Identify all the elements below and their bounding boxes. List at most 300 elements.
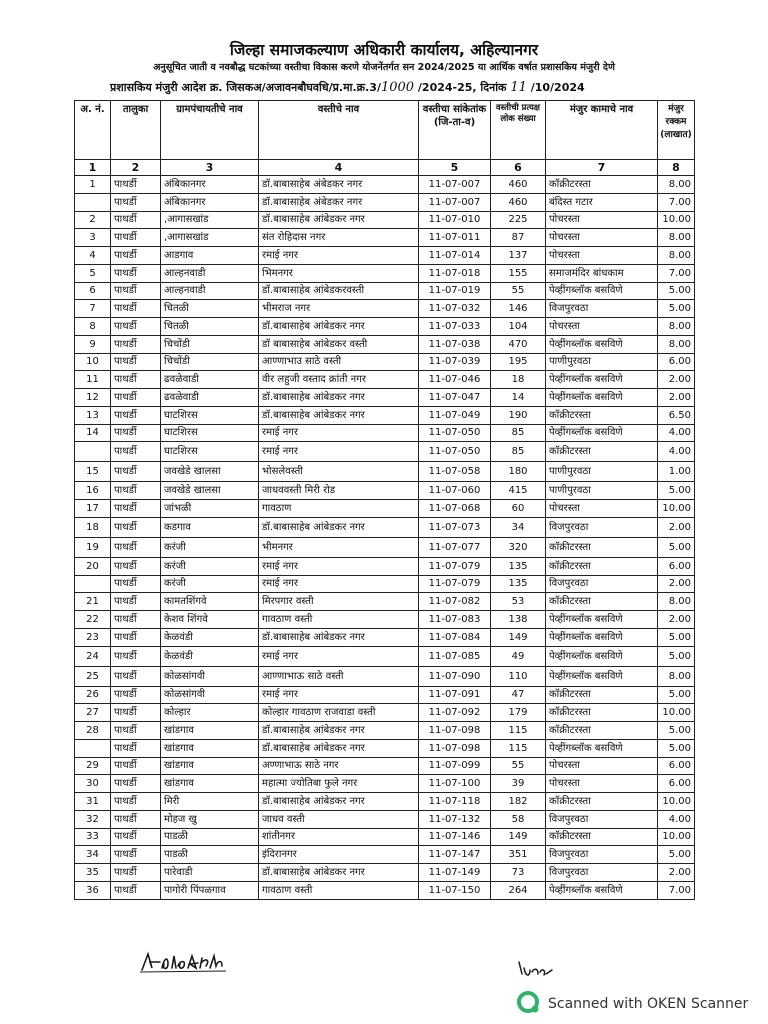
cell-amount: 10.00 bbox=[658, 211, 695, 229]
cell-population: 320 bbox=[491, 537, 546, 557]
cell-vasti-name: आण्णाभाउ साठे वस्ती bbox=[259, 353, 419, 371]
cell-vasti-code: 11-07-090 bbox=[419, 666, 491, 686]
cell-taluka: पाथर्डी bbox=[111, 686, 161, 704]
cell-vasti-name: गावठाण bbox=[259, 500, 419, 518]
cell-population: 115 bbox=[491, 739, 546, 757]
cell-vasti-name: डॉ.बाबासाहेब आंबेडकर नगर bbox=[259, 211, 419, 229]
cell-work-name: पाणीपुरवठा bbox=[546, 353, 658, 371]
table-row bbox=[75, 666, 695, 686]
cell-amount: 8.00 bbox=[658, 318, 695, 336]
order-suffix: /10/2024 bbox=[526, 81, 585, 94]
cell-gram-panchayat: पारेवाडी bbox=[161, 864, 259, 882]
cell-work-name: विजपुरवठा bbox=[546, 864, 658, 882]
cell-vasti-name: भिमनगर bbox=[259, 264, 419, 282]
cell-vasti-code: 11-07-010 bbox=[419, 211, 491, 229]
cell-amount: 5.00 bbox=[658, 722, 695, 740]
cell-population: 115 bbox=[491, 722, 546, 740]
cell-gram-panchayat: अंबिकानगर bbox=[161, 193, 259, 211]
cell-work-name: पेव्हींगब्लॉक बसविणे bbox=[546, 424, 658, 442]
sanction-table bbox=[74, 100, 695, 900]
cell-amount: 5.00 bbox=[658, 482, 695, 500]
cell-work-name: बंदिस्त गटार bbox=[546, 193, 658, 211]
col-header-work: मंजुर कामाचे नाव bbox=[546, 101, 658, 160]
cell-taluka: पाथर्डी bbox=[111, 193, 161, 211]
cell-vasti-code: 11-07-068 bbox=[419, 500, 491, 518]
cell-gram-panchayat: करंजी bbox=[161, 537, 259, 557]
cell-population: 18 bbox=[491, 371, 546, 389]
cell-vasti-code: 11-07-132 bbox=[419, 810, 491, 828]
cell-vasti-code: 11-07-146 bbox=[419, 828, 491, 846]
cell-vasti-name: जाधव वस्ती bbox=[259, 810, 419, 828]
cell-vasti-name: गावठाण वस्ती bbox=[259, 881, 419, 899]
table-row bbox=[75, 828, 695, 846]
cell-vasti-code: 11-07-085 bbox=[419, 646, 491, 666]
cell-vasti-name: डॉ.बाबासाहेब आंबेडकर नगर bbox=[259, 318, 419, 336]
table-row bbox=[75, 300, 695, 318]
cell-vasti-name: इंदिरानगर bbox=[259, 846, 419, 864]
cell-population: 182 bbox=[491, 793, 546, 811]
cell-serial-number: 32 bbox=[75, 810, 111, 828]
cell-vasti-code: 11-07-049 bbox=[419, 406, 491, 424]
col-header-amount: मंजुर रक्कम (लाखात) bbox=[658, 101, 695, 160]
cell-work-name: समाजमंदिर बांधकाम bbox=[546, 264, 658, 282]
cell-population: 39 bbox=[491, 775, 546, 793]
cell-serial-number bbox=[75, 739, 111, 757]
cell-vasti-name: डॉ.बाबासाहेब आंबेडकर नगर bbox=[259, 793, 419, 811]
cell-taluka: पाथर्डी bbox=[111, 517, 161, 537]
table-row bbox=[75, 628, 695, 646]
cell-taluka: पाथर्डी bbox=[111, 500, 161, 518]
cell-amount: 2.00 bbox=[658, 517, 695, 537]
cell-taluka: पाथर्डी bbox=[111, 864, 161, 882]
table-row bbox=[75, 646, 695, 666]
cell-vasti-code: 11-07-039 bbox=[419, 353, 491, 371]
cell-population: 55 bbox=[491, 282, 546, 300]
cell-serial-number: 36 bbox=[75, 881, 111, 899]
cell-gram-panchayat: केळवंडी bbox=[161, 646, 259, 666]
cell-vasti-name: डॉ.बाबासाहेब आंबेडकर नगर bbox=[259, 722, 419, 740]
order-line bbox=[110, 80, 585, 95]
table-row bbox=[75, 757, 695, 775]
cell-serial-number: 2 bbox=[75, 211, 111, 229]
left-signature-icon bbox=[138, 950, 230, 980]
cell-gram-panchayat: पागोरी पिंपळगाव bbox=[161, 881, 259, 899]
cell-work-name: कॉक्रीटरस्ता bbox=[546, 828, 658, 846]
cell-vasti-code: 11-07-050 bbox=[419, 424, 491, 442]
col-number: 6 bbox=[491, 160, 546, 176]
cell-taluka: पाथर्डी bbox=[111, 282, 161, 300]
cell-work-name: कॉक्रीटरस्ता bbox=[546, 686, 658, 704]
cell-gram-panchayat: खांडगाव bbox=[161, 757, 259, 775]
cell-vasti-name: डॉ.बाबासाहेब आंबेडकर नगर bbox=[259, 517, 419, 537]
cell-population: 110 bbox=[491, 666, 546, 686]
cell-population: 104 bbox=[491, 318, 546, 336]
cell-population: 49 bbox=[491, 646, 546, 666]
cell-work-name: विजपुरवठा bbox=[546, 810, 658, 828]
cell-gram-panchayat: मिरी bbox=[161, 793, 259, 811]
cell-vasti-name: भोसलेवस्ती bbox=[259, 462, 419, 482]
cell-serial-number: 13 bbox=[75, 406, 111, 424]
cell-taluka: पाथर्डी bbox=[111, 300, 161, 318]
col-header-sn: अ. नं. bbox=[75, 101, 111, 160]
col-header-vasti: वस्तीचे नाव bbox=[259, 101, 419, 160]
cell-amount: 10.00 bbox=[658, 500, 695, 518]
cell-work-name: पेव्हींगब्लॉक बसविणे bbox=[546, 739, 658, 757]
cell-taluka: पाथर्डी bbox=[111, 229, 161, 247]
cell-vasti-code: 11-07-150 bbox=[419, 881, 491, 899]
cell-gram-panchayat: जांभळी bbox=[161, 500, 259, 518]
cell-serial-number: 1 bbox=[75, 176, 111, 194]
cell-serial-number: 11 bbox=[75, 371, 111, 389]
table-row bbox=[75, 500, 695, 518]
cell-vasti-code: 11-07-050 bbox=[419, 442, 491, 462]
cell-serial-number: 9 bbox=[75, 335, 111, 353]
cell-serial-number: 4 bbox=[75, 247, 111, 265]
cell-work-name: विजपुरवठा bbox=[546, 575, 658, 593]
cell-taluka: पाथर्डी bbox=[111, 406, 161, 424]
cell-taluka: पाथर्डी bbox=[111, 666, 161, 686]
column-number-row bbox=[75, 160, 695, 176]
cell-population: 415 bbox=[491, 482, 546, 500]
cell-vasti-code: 11-07-098 bbox=[419, 722, 491, 740]
cell-work-name: पेव्हींगब्लॉक बसविणे bbox=[546, 282, 658, 300]
right-signature-icon bbox=[516, 958, 554, 984]
cell-amount: 5.00 bbox=[658, 628, 695, 646]
cell-population: 264 bbox=[491, 881, 546, 899]
cell-amount: 8.00 bbox=[658, 176, 695, 194]
cell-vasti-name: रमाई नगर bbox=[259, 424, 419, 442]
cell-serial-number: 16 bbox=[75, 482, 111, 500]
cell-population: 195 bbox=[491, 353, 546, 371]
col-number: 5 bbox=[419, 160, 491, 176]
cell-serial-number: 34 bbox=[75, 846, 111, 864]
cell-taluka: पाथर्डी bbox=[111, 704, 161, 722]
col-header-gp: ग्रामपंचायतीचे नाव bbox=[161, 101, 259, 160]
cell-amount: 10.00 bbox=[658, 828, 695, 846]
cell-vasti-name: रमाई नगर bbox=[259, 557, 419, 575]
cell-amount: 7.00 bbox=[658, 264, 695, 282]
cell-work-name: पेव्हींगब्लॉक बसविणे bbox=[546, 646, 658, 666]
table-row bbox=[75, 424, 695, 442]
cell-gram-panchayat: ,आगासखांड bbox=[161, 229, 259, 247]
table-row bbox=[75, 282, 695, 300]
cell-vasti-name: डॉ.बाबासाहेब अंबेडकर नगर bbox=[259, 193, 419, 211]
cell-taluka: पाथर्डी bbox=[111, 424, 161, 442]
cell-serial-number: 23 bbox=[75, 628, 111, 646]
cell-vasti-name: मिरपगार वस्ती bbox=[259, 593, 419, 611]
cell-vasti-code: 11-07-118 bbox=[419, 793, 491, 811]
cell-serial-number: 27 bbox=[75, 704, 111, 722]
cell-amount: 4.00 bbox=[658, 810, 695, 828]
cell-work-name: पेव्हींगब्लॉक बसविणे bbox=[546, 881, 658, 899]
table-row bbox=[75, 611, 695, 629]
cell-gram-panchayat: पाडळी bbox=[161, 828, 259, 846]
cell-serial-number: 31 bbox=[75, 793, 111, 811]
cell-vasti-name: शांतीनगर bbox=[259, 828, 419, 846]
cell-vasti-name: रमाई नगर bbox=[259, 575, 419, 593]
cell-vasti-code: 11-07-038 bbox=[419, 335, 491, 353]
table-row bbox=[75, 264, 695, 282]
cell-amount: 2.00 bbox=[658, 575, 695, 593]
cell-amount: 6.50 bbox=[658, 406, 695, 424]
cell-vasti-code: 11-07-047 bbox=[419, 389, 491, 407]
cell-serial-number: 28 bbox=[75, 722, 111, 740]
cell-vasti-code: 11-07-083 bbox=[419, 611, 491, 629]
cell-work-name: पेव्हींगब्लॉक बसविणे bbox=[546, 371, 658, 389]
cell-amount: 2.00 bbox=[658, 864, 695, 882]
cell-population: 73 bbox=[491, 864, 546, 882]
cell-vasti-code: 11-07-032 bbox=[419, 300, 491, 318]
cell-vasti-code: 11-07-014 bbox=[419, 247, 491, 265]
cell-vasti-name: रमाई नगर bbox=[259, 646, 419, 666]
cell-work-name: पोचरस्ता bbox=[546, 247, 658, 265]
table-row bbox=[75, 193, 695, 211]
table-row bbox=[75, 881, 695, 899]
col-header-pop: वस्तीची प्रत्यक्ष लोक संख्या bbox=[491, 101, 546, 160]
cell-amount: 10.00 bbox=[658, 704, 695, 722]
cell-taluka: पाथर्डी bbox=[111, 211, 161, 229]
cell-population: 135 bbox=[491, 557, 546, 575]
cell-taluka: पाथर्डी bbox=[111, 810, 161, 828]
cell-vasti-code: 11-07-007 bbox=[419, 193, 491, 211]
cell-population: 85 bbox=[491, 442, 546, 462]
cell-work-name: पाणीपुरवठा bbox=[546, 462, 658, 482]
table-row bbox=[75, 442, 695, 462]
cell-gram-panchayat: जवखेडे खालसा bbox=[161, 462, 259, 482]
cell-taluka: पाथर्डी bbox=[111, 828, 161, 846]
cell-serial-number bbox=[75, 575, 111, 593]
cell-amount: 2.00 bbox=[658, 611, 695, 629]
cell-taluka: पाथर्डी bbox=[111, 757, 161, 775]
cell-gram-panchayat: पाडळी bbox=[161, 846, 259, 864]
cell-gram-panchayat: केशव शिंगवे bbox=[161, 611, 259, 629]
table-row bbox=[75, 557, 695, 575]
cell-population: 85 bbox=[491, 424, 546, 442]
cell-gram-panchayat: अंबिकानगर bbox=[161, 176, 259, 194]
cell-population: 53 bbox=[491, 593, 546, 611]
cell-taluka: पाथर्डी bbox=[111, 881, 161, 899]
cell-vasti-code: 11-07-018 bbox=[419, 264, 491, 282]
cell-population: 460 bbox=[491, 176, 546, 194]
cell-gram-panchayat: आल्हनवाडी bbox=[161, 264, 259, 282]
cell-gram-panchayat: केळवंडी bbox=[161, 628, 259, 646]
cell-vasti-code: 11-07-098 bbox=[419, 739, 491, 757]
cell-gram-panchayat: करंजी bbox=[161, 575, 259, 593]
cell-vasti-code: 11-07-147 bbox=[419, 846, 491, 864]
table-body bbox=[75, 176, 695, 900]
cell-taluka: पाथर्डी bbox=[111, 442, 161, 462]
cell-amount: 5.00 bbox=[658, 739, 695, 757]
cell-amount: 4.00 bbox=[658, 442, 695, 462]
cell-gram-panchayat: कोळसांगवी bbox=[161, 686, 259, 704]
table-header-row bbox=[75, 101, 695, 160]
cell-taluka: पाथर्डी bbox=[111, 628, 161, 646]
cell-taluka: पाथर्डी bbox=[111, 793, 161, 811]
cell-serial-number: 5 bbox=[75, 264, 111, 282]
cell-vasti-code: 11-07-079 bbox=[419, 557, 491, 575]
table-row bbox=[75, 335, 695, 353]
cell-vasti-code: 11-07-149 bbox=[419, 864, 491, 882]
cell-taluka: पाथर्डी bbox=[111, 557, 161, 575]
cell-population: 87 bbox=[491, 229, 546, 247]
cell-amount: 8.00 bbox=[658, 666, 695, 686]
cell-serial-number: 10 bbox=[75, 353, 111, 371]
cell-work-name: विजपुरवठा bbox=[546, 300, 658, 318]
cell-population: 60 bbox=[491, 500, 546, 518]
table-row bbox=[75, 537, 695, 557]
cell-serial-number: 29 bbox=[75, 757, 111, 775]
cell-amount: 2.00 bbox=[658, 389, 695, 407]
cell-gram-panchayat: कोळसांगवी bbox=[161, 666, 259, 686]
cell-vasti-code: 11-07-058 bbox=[419, 462, 491, 482]
cell-work-name: कॉक्रीटरस्ता bbox=[546, 176, 658, 194]
cell-serial-number: 12 bbox=[75, 389, 111, 407]
cell-work-name: पोचरस्ता bbox=[546, 211, 658, 229]
cell-amount: 5.00 bbox=[658, 537, 695, 557]
cell-population: 180 bbox=[491, 462, 546, 482]
cell-amount: 5.00 bbox=[658, 846, 695, 864]
cell-gram-panchayat: खांडगाव bbox=[161, 739, 259, 757]
cell-population: 155 bbox=[491, 264, 546, 282]
table-row bbox=[75, 406, 695, 424]
cell-vasti-code: 11-07-079 bbox=[419, 575, 491, 593]
table-row bbox=[75, 229, 695, 247]
cell-amount: 8.00 bbox=[658, 247, 695, 265]
table-row bbox=[75, 462, 695, 482]
cell-vasti-name: भीमराज नगर bbox=[259, 300, 419, 318]
table-row bbox=[75, 739, 695, 757]
cell-amount: 5.00 bbox=[658, 646, 695, 666]
cell-taluka: पाथर्डी bbox=[111, 537, 161, 557]
order-number: 1000 bbox=[380, 80, 415, 95]
cell-population: 138 bbox=[491, 611, 546, 629]
cell-taluka: पाथर्डी bbox=[111, 389, 161, 407]
cell-population: 460 bbox=[491, 193, 546, 211]
cell-taluka: पाथर्डी bbox=[111, 371, 161, 389]
cell-population: 149 bbox=[491, 828, 546, 846]
cell-gram-panchayat: आल्हनवाडी bbox=[161, 282, 259, 300]
cell-serial-number: 18 bbox=[75, 517, 111, 537]
cell-serial-number: 17 bbox=[75, 500, 111, 518]
cell-vasti-name: गावठाण वस्ती bbox=[259, 611, 419, 629]
cell-taluka: पाथर्डी bbox=[111, 482, 161, 500]
cell-serial-number: 25 bbox=[75, 666, 111, 686]
col-header-taluka: तालुका bbox=[111, 101, 161, 160]
cell-gram-panchayat: जवखेडे खालसा bbox=[161, 482, 259, 500]
cell-vasti-name: डॉ.बाबासाहेब आंबेडकर नगर bbox=[259, 628, 419, 646]
cell-vasti-name: वीर लहुजी वस्ताद क्रांती नगर bbox=[259, 371, 419, 389]
scanner-text: Scanned with OKEN Scanner bbox=[548, 996, 749, 1012]
col-number: 7 bbox=[546, 160, 658, 176]
cell-vasti-code: 11-07-019 bbox=[419, 282, 491, 300]
cell-taluka: पाथर्डी bbox=[111, 646, 161, 666]
cell-work-name: कॉक्रीटरस्ता bbox=[546, 793, 658, 811]
cell-serial-number: 30 bbox=[75, 775, 111, 793]
cell-vasti-name: डॉ.बाबासाहेब आंबेडकरवस्ती bbox=[259, 282, 419, 300]
cell-serial-number: 24 bbox=[75, 646, 111, 666]
cell-population: 351 bbox=[491, 846, 546, 864]
table-row bbox=[75, 575, 695, 593]
cell-population: 34 bbox=[491, 517, 546, 537]
cell-work-name: पेव्हींगब्लॉक बसविणे bbox=[546, 335, 658, 353]
cell-gram-panchayat: ढवळेवाडी bbox=[161, 371, 259, 389]
scanner-watermark bbox=[516, 990, 748, 1018]
cell-amount: 8.00 bbox=[658, 593, 695, 611]
cell-gram-panchayat: खांडगाव bbox=[161, 722, 259, 740]
cell-vasti-code: 11-07-073 bbox=[419, 517, 491, 537]
cell-amount: 1.00 bbox=[658, 462, 695, 482]
cell-work-name: पेव्हींगब्लॉक बसविणे bbox=[546, 389, 658, 407]
table-row bbox=[75, 722, 695, 740]
table-row bbox=[75, 371, 695, 389]
cell-vasti-code: 11-07-007 bbox=[419, 176, 491, 194]
cell-taluka: पाथर्डी bbox=[111, 739, 161, 757]
cell-vasti-name: रमाई नगर bbox=[259, 686, 419, 704]
cell-vasti-code: 11-07-084 bbox=[419, 628, 491, 646]
table-row bbox=[75, 686, 695, 704]
cell-vasti-name: संत रोहिदास नगर bbox=[259, 229, 419, 247]
cell-serial-number: 21 bbox=[75, 593, 111, 611]
cell-population: 47 bbox=[491, 686, 546, 704]
cell-vasti-name: महात्मा ज्योतिबा फुले नगर bbox=[259, 775, 419, 793]
cell-work-name: विजपुरवठा bbox=[546, 846, 658, 864]
cell-amount: 5.00 bbox=[658, 300, 695, 318]
cell-work-name: कॉक्रीटरस्ता bbox=[546, 537, 658, 557]
cell-gram-panchayat: चिचोंडी bbox=[161, 335, 259, 353]
order-prefix: प्रशासकिय मंजुरी आदेश क्र. जिसकअ/अजावनबौघवधि/प्र.मा.क्र.3/ bbox=[110, 81, 381, 94]
cell-amount: 10.00 bbox=[658, 793, 695, 811]
cell-gram-panchayat: घाटशिरस bbox=[161, 442, 259, 462]
cell-vasti-code: 11-07-046 bbox=[419, 371, 491, 389]
cell-amount: 4.00 bbox=[658, 424, 695, 442]
oken-scanner-logo-icon bbox=[516, 990, 540, 1018]
cell-serial-number: 7 bbox=[75, 300, 111, 318]
cell-gram-panchayat: कडगाव bbox=[161, 517, 259, 537]
cell-gram-panchayat: कामतशिंगवे bbox=[161, 593, 259, 611]
cell-population: 190 bbox=[491, 406, 546, 424]
cell-taluka: पाथर्डी bbox=[111, 335, 161, 353]
cell-gram-panchayat: आडगाव bbox=[161, 247, 259, 265]
cell-vasti-code: 11-07-100 bbox=[419, 775, 491, 793]
col-number: 1 bbox=[75, 160, 111, 176]
table-row bbox=[75, 593, 695, 611]
cell-population: 225 bbox=[491, 211, 546, 229]
table-row bbox=[75, 318, 695, 336]
table-row bbox=[75, 176, 695, 194]
cell-serial-number: 33 bbox=[75, 828, 111, 846]
cell-work-name: पोचरस्ता bbox=[546, 318, 658, 336]
cell-amount: 7.00 bbox=[658, 193, 695, 211]
col-header-code: वस्तीचा सांकेतांक (जि-ता-व) bbox=[419, 101, 491, 160]
cell-work-name: पोचरस्ता bbox=[546, 757, 658, 775]
cell-taluka: पाथर्डी bbox=[111, 264, 161, 282]
cell-vasti-name: डॉ.बाबासाहेब आंबेडकर नगर bbox=[259, 739, 419, 757]
cell-gram-panchayat: खांडगाव bbox=[161, 775, 259, 793]
cell-work-name: कॉक्रीटरस्ता bbox=[546, 722, 658, 740]
cell-amount: 5.00 bbox=[658, 686, 695, 704]
cell-vasti-name: कोल्हार गावठाण राजवाडा वस्ती bbox=[259, 704, 419, 722]
order-day: 11 bbox=[510, 80, 527, 95]
cell-serial-number bbox=[75, 193, 111, 211]
scheme-subtitle: अनुसूचित जाती व नवबौद्ध घटकांच्या वस्तीचा विकास करणे योजनेंतर्गत सन 2024/2025 या आर्थिक वर्षात प्रशासकिय मंजुरी देणे bbox=[153, 62, 615, 73]
office-title: जिल्हा समाजकल्याण अधिकारी कार्यालय, अहिल्यानगर bbox=[229, 41, 539, 59]
cell-amount: 2.00 bbox=[658, 371, 695, 389]
cell-gram-panchayat: ,आगासखांड bbox=[161, 211, 259, 229]
cell-gram-panchayat: घाटशिरस bbox=[161, 406, 259, 424]
cell-amount: 8.00 bbox=[658, 335, 695, 353]
cell-amount: 7.00 bbox=[658, 881, 695, 899]
cell-vasti-name: आण्णाभाऊ साठे वस्ती bbox=[259, 666, 419, 686]
